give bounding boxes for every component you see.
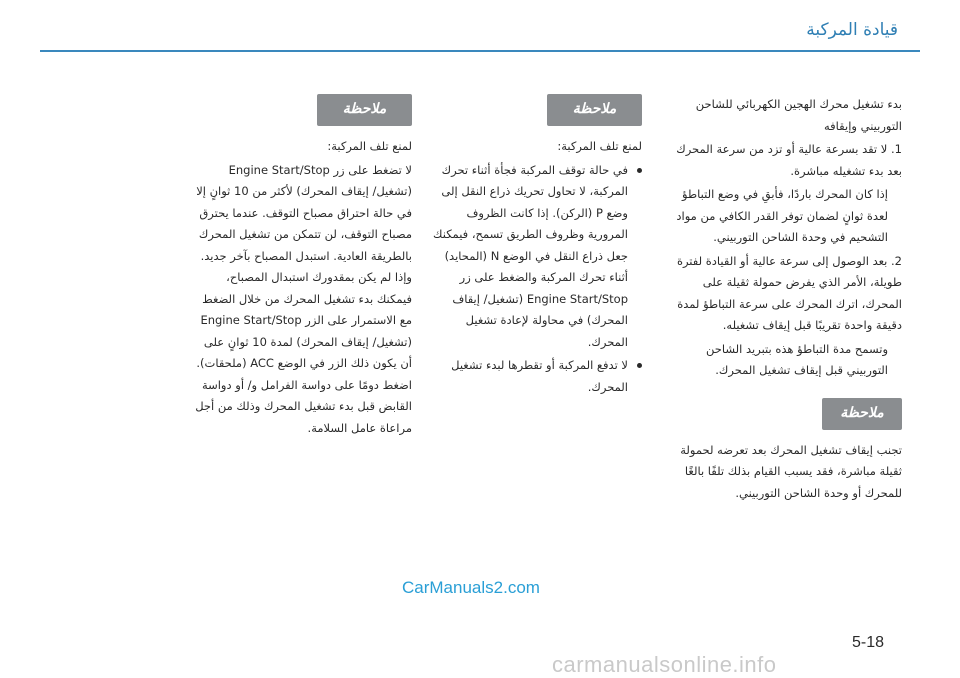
note-label-box: ملاحظة (547, 94, 642, 126)
item-text: لا تدفع المركبة أو تقطرها لبدء تشغيل المحرك. (451, 358, 628, 394)
page-number: 5-18 (852, 634, 885, 651)
item-number: 2. (891, 253, 902, 268)
note-text: تجنب إيقاف تشغيل المحرك بعد تعرضه لحمولة ثقيلة مباشرة، فقد يسبب القيام بذلك تلفًا بالغًا للمحرك أو وحدة الشاحن التوربيني. (680, 442, 902, 500)
note-heading: لمنع تلف المركبة: (327, 139, 412, 153)
turbo-start-stop-section (664, 94, 902, 506)
list-item (432, 355, 642, 398)
list-item (664, 139, 902, 182)
item-text: وتسمح مدة التباطؤ هذه بتبريد الشاحن التوربيني قبل إيقاف تشغيل المحرك. (706, 341, 888, 377)
item-text: إذا كان المحرك باردًا، فأبقِ في وضع التباطؤ لعدة ثوانٍ لضمان توفر القدر الكافي من مواد التشحيم في وحدة الشاحن التوربيني. (676, 187, 888, 244)
bullet-icon (637, 168, 642, 173)
header-divider (40, 50, 920, 52)
list-item (432, 160, 642, 354)
footer-watermark: carmanualsonline.info (552, 652, 777, 677)
note-heading: لمنع تلف المركبة: (557, 139, 642, 153)
list-item (664, 339, 902, 382)
item-text: لا تقد بسرعة عالية أو تزد من سرعة المحرك بعد بدء تشغيله مباشرة. (676, 142, 902, 178)
section-intro: بدء تشغيل محرك الهجين الكهربائي للشاحن التوربيني وإيقافه (695, 97, 902, 133)
site-watermark: CarManuals2.com (402, 578, 540, 597)
list-item (664, 251, 902, 337)
vehicle-damage-note-middle (432, 94, 642, 400)
item-number: 1. (891, 142, 902, 156)
bullet-icon (637, 363, 642, 368)
list-item (664, 184, 902, 249)
bullet-list (432, 160, 642, 399)
note-text: لا تضغط على زر Engine Start/Stop (تشغيل/ إيقاف المحرك) لأكثر من 10 ثوانٍ إلا في حالة احتراق مصباح التوقف. عندما يحترق مصباح التوقف، لن تتمكن من تشغيل المحرك بالطريقة العادية. استبدل المصباح بآخر جديد. وإذا لم يكن بمقدورك استبدال المصباح، فيمكنك بدء تشغيل المحرك من خلال الضغط مع الاستمرار على الزر Engine Start/Stop (تشغيل/ إيقاف المحرك) لمدة 10 ثوانٍ على أن يكون ذلك الزر في الوضع ACC (ملحقات). اضغط دومًا على دواسة الفرامل و/ أو دواسة القابض قبل بدء تشغيل المحرك وذلك من أجل مراعاة عامل السلامة. (195, 162, 412, 435)
item-text: بعد الوصول إلى سرعة عالية أو القيادة لفترة طويلة، الأمر الذي يفرض حمولة ثقيلة على المحرك، اترك المحرك على سرعة التباطؤ لمدة دقيقة واحدة تقريبًا قبل إيقاف تشغيله. (676, 253, 902, 332)
note-label-box: ملاحظة (822, 398, 902, 430)
item-text: في حالة توقف المركبة فجأة أثناء تحرك المركبة، لا تحاول تحريك ذراع النقل إلى وضع P (الركن). إذا كانت الظروف المرورية وظروف الطريق تسمح، فيمكنك جعل ذراع النقل في الوضع N (المحايد) أثناء تحرك المركبة والضغط على زر Engine Start/Stop (تشغيل/ إيقاف المحرك) في محاولة لإعادة تشغيل المحرك. (433, 162, 628, 349)
note-label-box: ملاحظة (317, 94, 412, 126)
vehicle-damage-note-left (190, 94, 412, 441)
page-section-title: قيادة المركبة (806, 20, 898, 40)
